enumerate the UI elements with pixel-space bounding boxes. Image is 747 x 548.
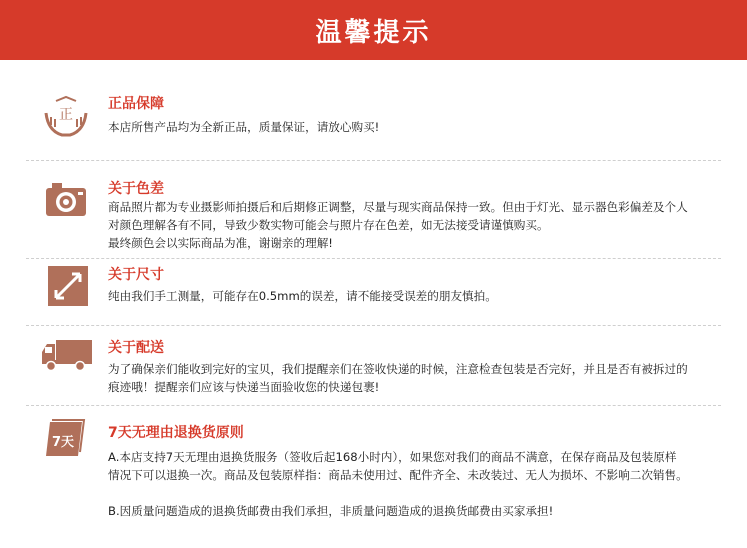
- body-line: A.本店支持7天无理由退换货服务（签收后起168小时内），如果您对我们的商品不满意，在保存商品及包装原样: [108, 450, 677, 464]
- section-body-delivery: [108, 360, 723, 396]
- resize-arrow-icon: [42, 266, 90, 306]
- handshake-genuine-icon: [42, 95, 90, 135]
- section-body-genuine: [108, 118, 723, 136]
- page-banner: [0, 0, 747, 60]
- body-line: 最终颜色会以实际商品为准，谢谢亲的理解!: [108, 236, 333, 250]
- body-line: B.因质量问题造成的退换货邮费由我们承担，非质量问题造成的退换货邮费由买家承担!: [108, 504, 554, 518]
- delivery-truck-icon: [42, 338, 90, 378]
- section-title-return: 7天无理由退换货原则: [108, 425, 244, 441]
- page-title: 温馨提示: [315, 17, 432, 48]
- camera-icon: [42, 180, 90, 220]
- section-divider: [26, 258, 721, 259]
- body-line: 对颜色理解各有不同，导致少数实物可能会与照片存在色差，如无法接受请谨慎购买。: [108, 218, 549, 232]
- section-divider: [26, 160, 721, 161]
- body-line: 情况下可以退换一次。商品及包装原样指：商品未使用过、配件齐全、未改装过、无人为损坏、不影响二次销售。: [108, 468, 688, 482]
- body-line: 痕迹哦！提醒亲们应该与快递当面验收您的快递包裹!: [108, 380, 380, 394]
- section-body-return: [108, 448, 723, 520]
- section-divider: [26, 405, 721, 406]
- section-title-delivery: 关于配送: [108, 340, 164, 356]
- seven-day-calendar-icon: [42, 418, 90, 458]
- body-line: 为了确保亲们能收到完好的宝贝，我们提醒亲们在签收快递的时候，注意检查包装是否完好，并且是否有被拆过的: [108, 362, 688, 376]
- section-title-size: 关于尺寸: [108, 267, 164, 283]
- section-body-size: [108, 287, 723, 305]
- genuine-icon-label: 正: [59, 107, 73, 123]
- section-divider: [26, 325, 721, 326]
- body-line: [108, 484, 723, 502]
- body-line: 纯由我们手工测量，可能存在0.5mm的误差，请不能接受误差的朋友慎拍。: [108, 289, 497, 303]
- body-line: 商品照片都为专业摄影师拍摄后和后期修正调整，尽量与现实商品保持一致。但由于灯光、显示器色彩偏差及个人: [108, 200, 688, 214]
- body-line: 本店所售产品均为全新正品，质量保证，请放心购买!: [108, 120, 380, 134]
- seven-day-icon-label: 7天: [51, 435, 75, 450]
- section-title-color: 关于色差: [108, 181, 164, 197]
- section-body-color: [108, 198, 723, 252]
- section-title-genuine: 正品保障: [108, 96, 164, 112]
